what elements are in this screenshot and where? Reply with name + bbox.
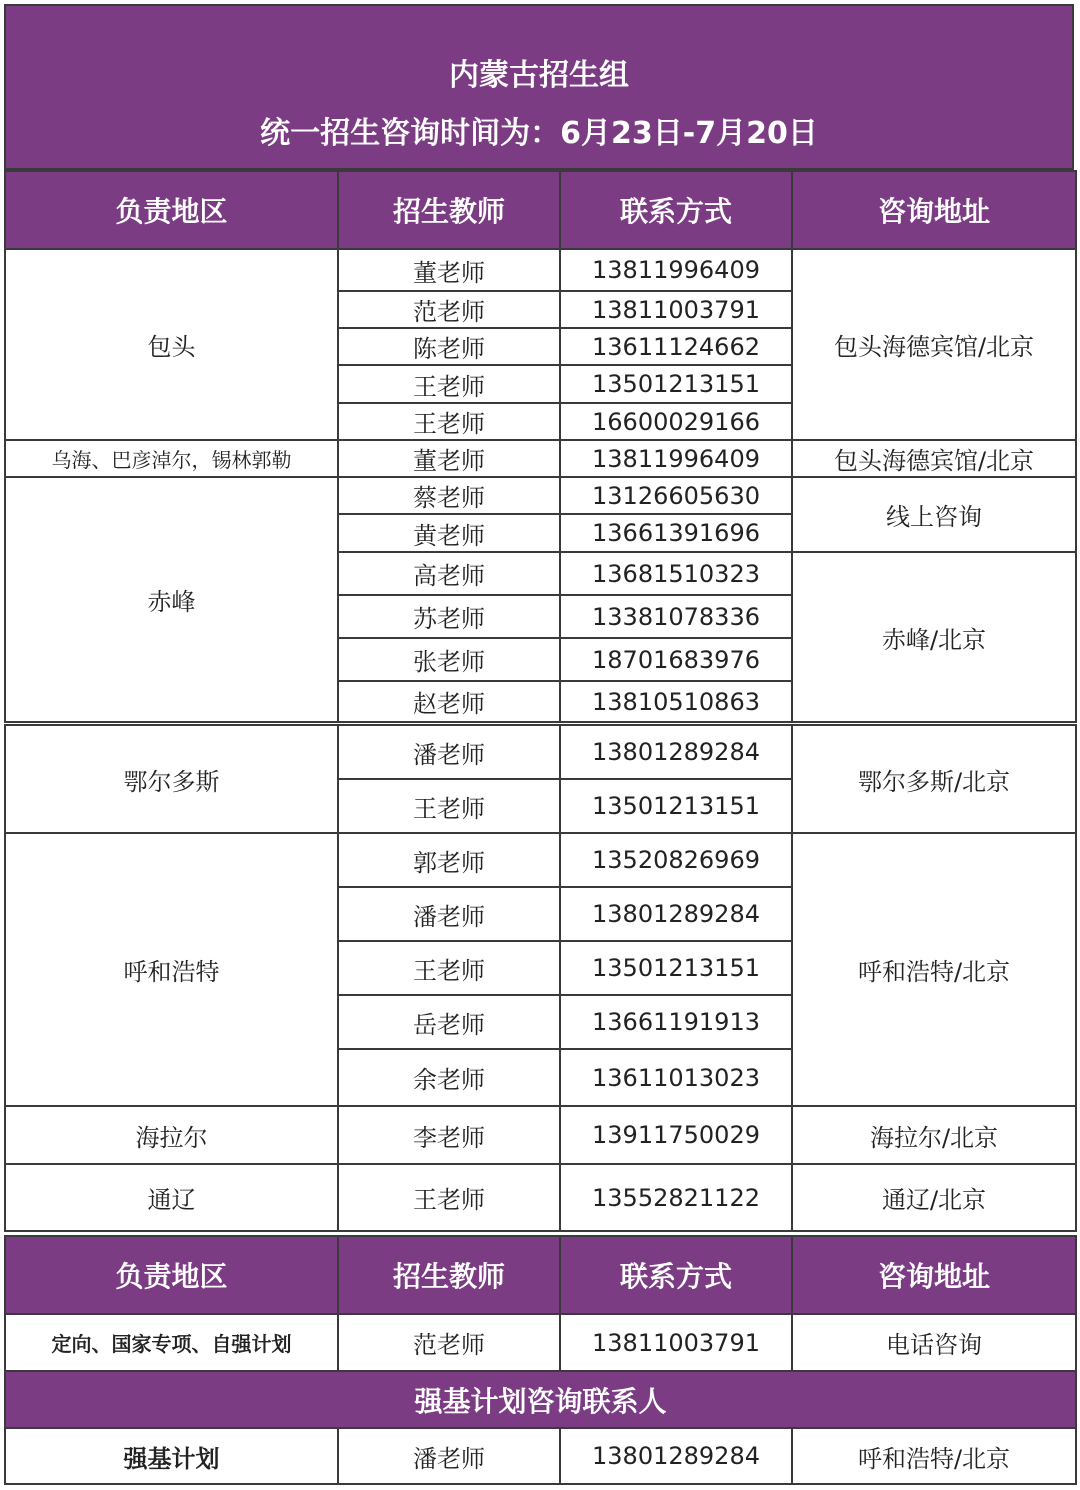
phone-cell: 13501213151 (560, 941, 792, 995)
phone-cell: 13811996409 (560, 249, 792, 291)
banner-row (5, 1371, 1076, 1428)
column-header-address: 咨询地址 (792, 171, 1076, 249)
column-header-contact: 联系方式 (560, 171, 792, 249)
title-banner (4, 4, 1074, 170)
table-row (5, 249, 1076, 291)
region-cell: 呼和浩特 (5, 833, 338, 1106)
address-cell: 赤峰/北京 (792, 552, 1076, 722)
teacher-cell: 陈老师 (338, 328, 560, 365)
column-header-region: 负责地区 (5, 171, 338, 249)
address-cell: 包头海德宾馆/北京 (792, 440, 1076, 477)
region-cell: 定向、国家专项、自强计划 (5, 1314, 338, 1371)
address-cell: 呼和浩特/北京 (792, 833, 1076, 1106)
teacher-cell: 张老师 (338, 638, 560, 681)
region-cell: 乌海、巴彦淖尔，锡林郭勒 (5, 440, 338, 477)
phone-cell: 13611013023 (560, 1049, 792, 1106)
phone-cell: 18701683976 (560, 638, 792, 681)
teacher-cell: 潘老师 (338, 887, 560, 941)
teacher-cell: 王老师 (338, 1164, 560, 1231)
phone-cell: 13681510323 (560, 552, 792, 595)
table-row (5, 1106, 1076, 1164)
teacher-cell: 王老师 (338, 779, 560, 833)
phone-cell: 13552821122 (560, 1164, 792, 1231)
table-row (5, 725, 1076, 779)
phone-cell: 13801289284 (560, 887, 792, 941)
teacher-cell: 赵老师 (338, 681, 560, 722)
region-cell: 鄂尔多斯 (5, 725, 338, 833)
table-row (5, 833, 1076, 887)
teacher-cell: 余老师 (338, 1049, 560, 1106)
teacher-cell: 苏老师 (338, 595, 560, 638)
phone-cell: 13661391696 (560, 514, 792, 552)
teacher-cell: 范老师 (338, 291, 560, 328)
region-cell: 通辽 (5, 1164, 338, 1231)
table-row (5, 1164, 1076, 1231)
teacher-cell: 王老师 (338, 403, 560, 440)
phone-cell: 13911750029 (560, 1106, 792, 1164)
teacher-cell: 岳老师 (338, 995, 560, 1049)
phone-cell: 13126605630 (560, 477, 792, 514)
region-cell: 海拉尔 (5, 1106, 338, 1164)
phone-cell: 13611124662 (560, 328, 792, 365)
phone-cell: 13661191913 (560, 995, 792, 1049)
column-header-contact: 联系方式 (560, 1236, 792, 1314)
address-cell: 电话咨询 (792, 1314, 1076, 1371)
qiangji-contact-banner: 强基计划咨询联系人 (5, 1371, 1076, 1428)
table-row (5, 1314, 1076, 1371)
phone-cell: 13501213151 (560, 365, 792, 403)
table-row (5, 1428, 1076, 1484)
phone-cell: 13501213151 (560, 779, 792, 833)
teacher-cell: 范老师 (338, 1314, 560, 1371)
column-header-region: 负责地区 (5, 1236, 338, 1314)
page-title: 内蒙古招生组 (449, 58, 629, 93)
phone-cell: 13811996409 (560, 440, 792, 477)
contacts-table-1 (4, 170, 1077, 723)
contacts-table-3 (4, 1235, 1077, 1485)
teacher-cell: 高老师 (338, 552, 560, 595)
phone-cell: 13810510863 (560, 681, 792, 722)
phone-cell: 13811003791 (560, 1314, 792, 1371)
teacher-cell: 郭老师 (338, 833, 560, 887)
phone-cell: 16600029166 (560, 403, 792, 440)
teacher-cell: 潘老师 (338, 1428, 560, 1484)
teacher-cell: 董老师 (338, 249, 560, 291)
column-header-row (5, 1236, 1076, 1314)
phone-cell: 13811003791 (560, 291, 792, 328)
teacher-cell: 李老师 (338, 1106, 560, 1164)
table-row (5, 477, 1076, 514)
column-header-address: 咨询地址 (792, 1236, 1076, 1314)
column-header-teacher: 招生教师 (338, 171, 560, 249)
teacher-cell: 潘老师 (338, 725, 560, 779)
phone-cell: 13381078336 (560, 595, 792, 638)
consultation-period: 统一招生咨询时间为：6月23日-7月20日 (260, 116, 818, 151)
column-header-teacher: 招生教师 (338, 1236, 560, 1314)
address-cell: 线上咨询 (792, 477, 1076, 552)
region-cell: 强基计划 (5, 1428, 338, 1484)
teacher-cell: 董老师 (338, 440, 560, 477)
phone-cell: 13520826969 (560, 833, 792, 887)
region-cell: 赤峰 (5, 477, 338, 722)
teacher-cell: 王老师 (338, 941, 560, 995)
address-cell: 海拉尔/北京 (792, 1106, 1076, 1164)
teacher-cell: 王老师 (338, 365, 560, 403)
phone-cell: 13801289284 (560, 1428, 792, 1484)
phone-cell: 13801289284 (560, 725, 792, 779)
address-cell: 呼和浩特/北京 (792, 1428, 1076, 1484)
column-header-row (5, 171, 1076, 249)
address-cell: 通辽/北京 (792, 1164, 1076, 1231)
teacher-cell: 蔡老师 (338, 477, 560, 514)
address-cell: 包头海德宾馆/北京 (792, 249, 1076, 440)
table-row (5, 440, 1076, 477)
teacher-cell: 黄老师 (338, 514, 560, 552)
address-cell: 鄂尔多斯/北京 (792, 725, 1076, 833)
contacts-table-2 (4, 724, 1077, 1232)
region-cell: 包头 (5, 249, 338, 440)
